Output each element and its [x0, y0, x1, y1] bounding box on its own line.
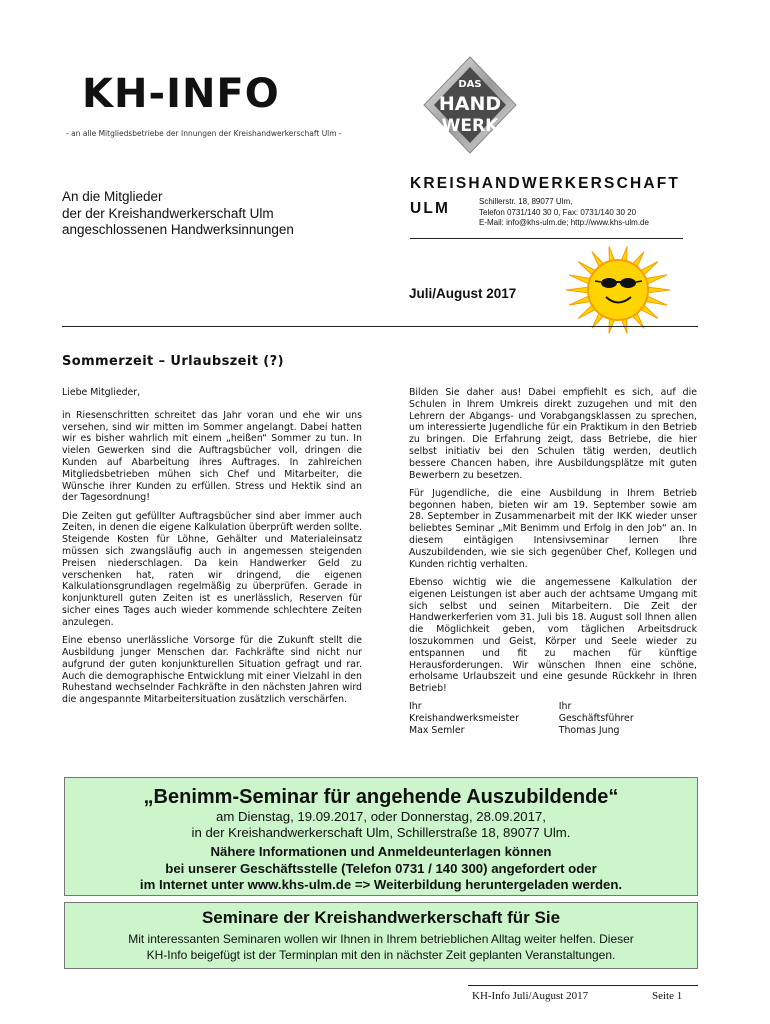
article-column-right [409, 387, 697, 737]
contact-line: Telefon 0731/140 30 0, Fax: 0731/140 30 20 [479, 207, 637, 217]
sun-with-sunglasses-icon [553, 235, 683, 345]
article-paragraph: Bilden Sie daher aus! Dabei empfiehlt es sich, auf die Schulen in Ihrem Umkreis direkt zuzugehen und mit den Lehrern der Abgangs- und Vorabgangsklassen zu sprechen, um interessierte Jugendliche für ein Praktikum in den Betrieb zu bringen. Die Erfahrung zeigt, dass Betriebe, die hier selbst initiativ bei den Schulen tätig werden, deutlich bessere Chancen haben, ihre Ausbildungsplätze mit guten Bewerbern zu besetzen. [409, 387, 697, 481]
article-column-left [62, 387, 362, 712]
contact-info [479, 197, 649, 229]
sun-ray [566, 287, 590, 293]
recipient-line: angeschlossenen Handwerksinnungen [62, 222, 294, 237]
organization-city: ULM [410, 200, 451, 217]
signature-role: Ihr Kreishandwerksmeister [409, 701, 519, 725]
signature-chairman [409, 701, 547, 737]
section-divider [62, 326, 698, 327]
footer-divider [468, 985, 698, 986]
tagline: - an alle Mitgliedsbetriebe der Innungen der Kreishandwerkerschaft Ulm - [66, 129, 342, 138]
signature-role: Ihr Geschäftsführer [558, 701, 634, 725]
newsletter-title: KH-INFO [82, 71, 280, 117]
seminar-location: in der Kreishandwerkerschaft Ulm, Schillerstraße 18, 89077 Ulm. [191, 825, 571, 840]
recipient-line: der der Kreishandwerkerschaft Ulm [62, 205, 274, 221]
article-paragraph: Für Jugendliche, die eine Ausbildung in Ihrem Betrieb begonnen haben, bieten wir am 19. September sowie am 28. September in Zusammenarbeit mit der IKK wieder unser beliebtes Seminar „Mit Benimm und Erfolg in den Job“ an. In diesem eintägigen Intensivseminar lernen Ihre Auszubildenden, wie sie sich gegenüber Chef, Kollegen und Kunden richtig verhalten. [409, 487, 697, 570]
contact-line: Schillerstr. 18, 89077 Ulm, [479, 197, 573, 206]
svg-text:HAND: HAND [438, 93, 502, 115]
signature-block [409, 701, 697, 737]
seminars-overview-box [64, 902, 698, 969]
seminars-text: Mit interessanten Seminaren wollen wir Ihnen in Ihrem betrieblichen Alltag weiter helfen. Dieser [128, 932, 634, 946]
signature-name: Thomas Jung [558, 725, 620, 737]
das-handwerk-logo [420, 55, 520, 155]
organization-name: KREISHANDWERKERSCHAFT [410, 175, 681, 192]
seminars-heading: Seminare der Kreishandwerkerschaft für Sie [201, 908, 561, 927]
article-paragraph: Ebenso wichtig wie die angemessene Kalkulation der eigenen Leistungen ist aber auch der achtsame Umgang mit sich selbst und seinen Mitarbeitern. Die Zeit der Handwerkerferien vom 31. Juli bis 18. August soll Ihnen allen die Möglichkeit geben, vom täglichen Arbeitsdruck loszukommen und Geist, Körper und Seele wieder zu entspannen und fit zu machen für künftige Herausforderungen. Wir wünschen Ihnen eine schöne, erholsame Urlaubszeit und eine gesunde Rückkehr in Ihren Betrieb! [409, 576, 697, 695]
signature-manager [559, 701, 697, 737]
article-paragraph: Die Zeiten gut gefüllter Auftragsbücher sind aber immer auch Zeiten, in denen die eigene Kalkulation überprüft werden sollte. Steigende Kosten für Löhne, Gehälter und Materialeinsatz müssen sich zwangsläufig auch in angemessen steigenden Preisen niederschlagen. Da kein Handwerker Geld zu verschenken hat, raten wir dringend, die eigenen Kalkulationsgrundlagen regelmäßig zu überprüfen. Gerade in konjunkturell guten Zeiten ist es unerlässlich, Reserven für sicher eines Tages auch wieder kommende schlechtere Zeiten anzulegen. [62, 510, 362, 628]
article-title: Sommerzeit – Urlaubszeit (?) [62, 354, 284, 369]
signature-name: Max Semler [409, 725, 465, 737]
seminar-info-line: bei unserer Geschäftsstelle (Telefon 0731 / 140 300) angefordert oder [165, 860, 597, 876]
article-paragraph: Liebe Mitglieder, [62, 387, 141, 398]
recipient-line: An die Mitglieder [62, 189, 163, 204]
sun-ray [646, 287, 670, 293]
article-paragraph: Eine ebenso unerlässliche Vorsorge für die Zukunft stellt die Ausbildung junger Menschen dar. Fachkräfte sind nicht nur aufgrund der guten konjunkturellen Situation gefragt und rar. Auch die demographische Entwicklung mit einer Vielzahl in den Ruhestand wechselnder Fachkräfte in den nächsten Jahren wird die angespannte Mitarbeitersituation zusätzlich verschärfen. [62, 635, 362, 706]
seminar-info-line: im Internet unter www.khs-ulm.de => Weiterbildung heruntergeladen werden. [139, 877, 623, 892]
seminars-text: KH-Info beigefügt ist der Terminplan mit den in nächster Zeit geplanten Veranstaltungen. [146, 948, 616, 962]
page-number: Seite 1 [652, 990, 683, 1002]
issue-date: Juli/August 2017 [409, 286, 517, 301]
seminar-dates: am Dienstag, 19.09.2017, oder Donnerstag, 28.09.2017, [216, 809, 546, 824]
seminar-announcement-box [64, 777, 698, 896]
svg-text:DAS: DAS [458, 79, 482, 90]
svg-text:WERK: WERK [441, 116, 499, 136]
seminar-info-line: Nähere Informationen und Anmeldeunterlagen können [210, 844, 552, 859]
contact-line: E-Mail: info@khs-ulm.de; http://www.khs-ulm.de [479, 218, 649, 227]
footer-issue: KH-Info Juli/August 2017 [472, 990, 589, 1002]
recipient-address [62, 189, 294, 239]
seminar-heading: „Benimm-Seminar für angehende Auszubildende“ [143, 786, 619, 808]
article-paragraph: in Riesenschritten schreitet das Jahr voran und ehe wir uns versehen, sind wir mitten im Sommer angelangt. Dabei hatten wir es bisher wahrlich mit einem „heißen“ Sommer zu tun. In vielen Gewerken sind die Auftragsbücher voll, dringen die Kunden auf Abarbeitung ihres Auftrages. In zahlreichen Mitgliedsbetrieben mühen sich Chef und Mitarbeiter, die Wünsche ihrer Kunden zu erfüllen. Stress und Hektik sind an der Tagesordnung! [62, 409, 362, 504]
